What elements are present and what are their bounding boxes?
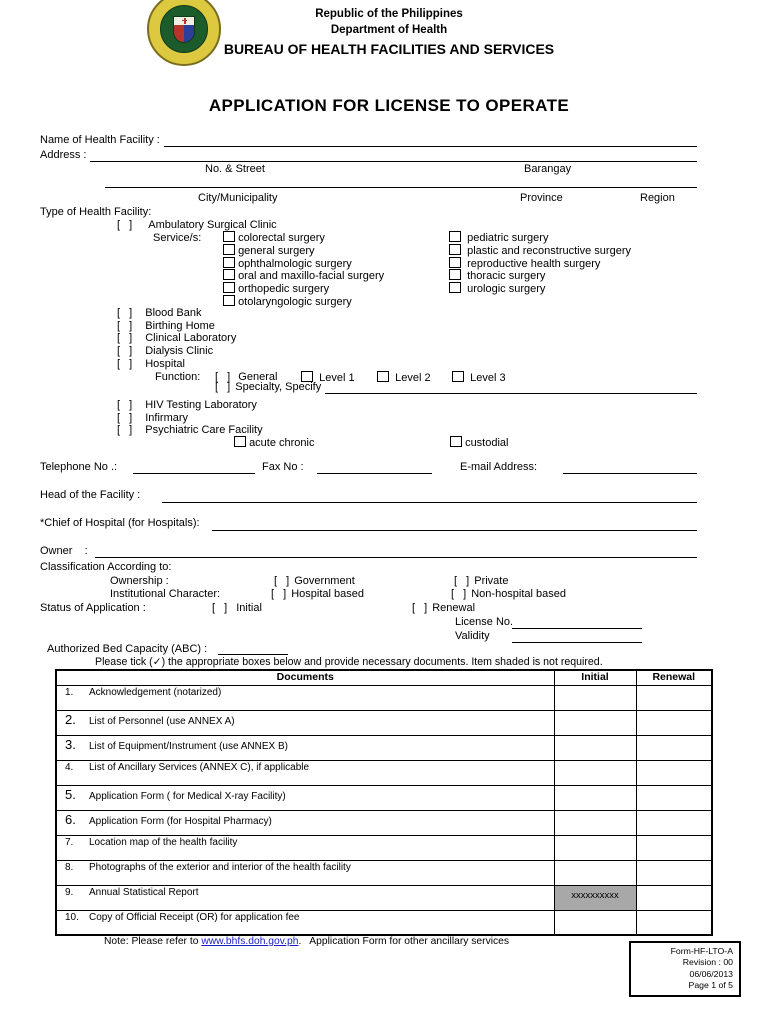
checkbox-plastic-reconstructive-surgery[interactable]: [449, 244, 461, 255]
table-row: [56, 760, 712, 785]
bracket-checkbox-private[interactable]: [ ]: [454, 575, 471, 587]
services-label: Service/s:: [153, 232, 202, 244]
ownership-private-option: [454, 575, 508, 588]
document-name: List of Personnel (use ANNEX A): [89, 715, 235, 727]
service-label: pediatric surgery: [467, 232, 549, 244]
service-item: [223, 231, 325, 245]
level-label: Level 2: [395, 372, 431, 384]
service-label: ophthalmologic surgery: [238, 258, 352, 270]
service-item: [449, 231, 548, 245]
initial-cell[interactable]: [554, 760, 636, 785]
page-title: APPLICATION FOR LICENSE TO OPERATE: [208, 96, 570, 115]
type-label: Psychiatric Care Facility: [145, 424, 263, 436]
checkbox-pediatric-surgery[interactable]: [449, 231, 461, 242]
specialty-input-line[interactable]: [325, 382, 697, 394]
service-label: plastic and reconstructive surgery: [467, 245, 631, 257]
facility-name-input-line[interactable]: [164, 135, 697, 147]
footer-note: [104, 936, 509, 948]
renewal-cell[interactable]: [636, 685, 712, 710]
checkbox-oral-maxillo-facial-surgery[interactable]: [223, 269, 235, 280]
checkbox-urologic-surgery[interactable]: [449, 282, 461, 293]
telephone-label: Telephone No .:: [40, 461, 118, 473]
initial-cell[interactable]: [554, 685, 636, 710]
address-row: [40, 149, 697, 162]
city-sublabel: City/Municipality: [198, 192, 278, 204]
document-name: List of Equipment/Instrument (use ANNEX B): [89, 740, 288, 752]
validity-label: Validity: [455, 630, 490, 642]
ambulatory-label: Ambulatory Surgical Clinic: [148, 219, 277, 231]
header-department: Department of Health: [330, 24, 448, 36]
abc-label: Authorized Bed Capacity (ABC) :: [47, 643, 208, 655]
province-sublabel: Province: [520, 192, 563, 204]
psychiatric-custodial-option: [450, 436, 508, 450]
street-sublabel: No. & Street: [205, 163, 265, 175]
psychiatric-acute-option: [234, 436, 315, 450]
non-hospital-based-label: Non-hospital based: [471, 588, 567, 600]
chief-of-hospital-label: *Chief of Hospital (for Hospitals):: [40, 517, 200, 529]
bracket-checkbox-government[interactable]: [ ]: [274, 575, 291, 587]
table-row: [56, 885, 712, 910]
telephone-input-line[interactable]: [133, 473, 255, 474]
form-page: Page 1 of 5: [688, 979, 733, 990]
document-name: List of Ancillary Services (ANNEX C), if applicable: [89, 761, 310, 773]
specialty-row: [215, 381, 697, 394]
table-row: [56, 685, 712, 710]
service-label: urologic surgery: [467, 283, 546, 295]
ownership-label: Ownership :: [110, 575, 169, 587]
barangay-sublabel: Barangay: [524, 163, 572, 175]
initial-label: Initial: [236, 602, 262, 614]
custodial-label: custodial: [465, 437, 509, 449]
specialty-label: Specialty, Specify: [235, 381, 322, 393]
type-label: Infirmary: [145, 412, 189, 424]
checkbox-thoracic-surgery[interactable]: [449, 269, 461, 280]
checkbox-general-surgery[interactable]: [223, 244, 235, 255]
row-number: 6.: [65, 811, 76, 827]
initial-cell[interactable]: [554, 860, 636, 885]
bracket-checkbox-hiv-testing[interactable]: [ ]: [117, 399, 134, 411]
document-name: Copy of Official Receipt (OR) for application fee: [89, 911, 300, 923]
row-number: 1.: [65, 686, 74, 698]
status-label: Status of Application :: [40, 602, 146, 614]
checkbox-colorectal-surgery[interactable]: [223, 231, 235, 242]
form-date: 06/06/2013: [689, 968, 733, 979]
renewal-label: Renewal: [432, 602, 476, 614]
renewal-cell[interactable]: [636, 810, 712, 835]
bracket-checkbox-hospital-based[interactable]: [ ]: [271, 588, 288, 600]
initial-cell[interactable]: [554, 735, 636, 760]
checkbox-otolaryngologic-surgery[interactable]: [223, 295, 235, 306]
renewal-column-header: Renewal: [636, 670, 712, 685]
bracket-checkbox-birthing-home[interactable]: [ ]: [117, 320, 134, 332]
documents-table: [55, 669, 713, 936]
initial-column-header: Initial: [554, 670, 636, 685]
service-item: [449, 244, 631, 258]
checkbox-reproductive-health-surgery[interactable]: [449, 257, 461, 268]
documents-column-header: Documents: [56, 670, 554, 685]
document-name: Photographs of the exterior and interior of the health facility: [89, 861, 351, 873]
chief-of-hospital-input-line[interactable]: [212, 530, 697, 531]
table-row: [56, 735, 712, 760]
type-row-hospital: [117, 358, 185, 371]
status-renewal-option: [412, 602, 475, 615]
renewal-cell[interactable]: [636, 710, 712, 735]
fax-input-line[interactable]: [317, 473, 432, 474]
license-no-label: License No.: [455, 616, 514, 628]
form-revision: Revision : 00: [682, 957, 733, 968]
bracket-checkbox-ambulatory[interactable]: [ ]: [117, 219, 134, 231]
owner-label: Owner :: [40, 545, 88, 557]
type-row-infirmary: [117, 412, 188, 425]
header-bureau: BUREAU OF HEALTH FACILITIES AND SERVICES: [223, 41, 555, 57]
bracket-checkbox-blood-bank[interactable]: [ ]: [117, 307, 134, 319]
type-label: Dialysis Clinic: [145, 345, 214, 357]
row-number: 9.: [65, 886, 74, 898]
table-row: [56, 810, 712, 835]
initial-cell[interactable]: [554, 810, 636, 835]
general-label: General: [238, 371, 278, 383]
bracket-checkbox-initial[interactable]: [ ]: [212, 602, 229, 614]
checkbox-ophthalmologic-surgery[interactable]: [223, 257, 235, 268]
table-row: [56, 835, 712, 860]
note-suffix: . Application Form for other ancillary services: [298, 936, 510, 947]
classification-label: Classification According to:: [40, 561, 172, 573]
address-label: Address :: [40, 149, 87, 161]
service-item: [223, 282, 329, 296]
type-label: HIV Testing Laboratory: [145, 399, 257, 411]
table-row: [56, 785, 712, 810]
type-row-blood-bank: [117, 307, 202, 320]
email-input-line[interactable]: [563, 473, 697, 474]
note-link[interactable]: www.bhfs.doh.gov.ph: [201, 936, 299, 947]
level-label: Level 3: [470, 372, 506, 384]
private-label: Private: [474, 575, 509, 587]
type-row-clinical-laboratory: [117, 332, 236, 345]
type-row-dialysis-clinic: [117, 345, 213, 358]
acute-chronic-label: acute chronic: [249, 437, 315, 449]
checkbox-orthopedic-surgery[interactable]: [223, 282, 235, 293]
initial-cell[interactable]: [554, 710, 636, 735]
address2-input-line[interactable]: [105, 187, 697, 188]
bracket-checkbox-psychiatric[interactable]: [ ]: [117, 424, 134, 436]
fax-label: Fax No :: [262, 461, 304, 473]
renewal-cell[interactable]: [636, 835, 712, 860]
bracket-checkbox-specialty[interactable]: [ ]: [215, 381, 232, 393]
type-label: Clinical Laboratory: [145, 332, 237, 344]
row-number: 5.: [65, 786, 76, 802]
institutional-label: Institutional Character:: [110, 588, 221, 600]
note-prefix: Note: Please refer to: [104, 936, 202, 947]
renewal-cell[interactable]: [636, 885, 712, 910]
service-item: [449, 282, 545, 296]
checkbox-custodial[interactable]: [450, 436, 462, 447]
form-code: Form-HF-LTO-A: [670, 946, 733, 956]
government-label: Government: [294, 575, 355, 587]
bracket-checkbox-infirmary[interactable]: [ ]: [117, 412, 134, 424]
renewal-cell[interactable]: [636, 760, 712, 785]
document-name: Location map of the health facility: [89, 836, 238, 848]
row-number: 4.: [65, 761, 74, 773]
type-section-label: Type of Health Facility:: [40, 206, 152, 218]
service-label: otolaryngologic surgery: [238, 296, 352, 308]
row-number: 7.: [65, 836, 74, 848]
bracket-checkbox-general[interactable]: [ ]: [215, 371, 232, 383]
bracket-checkbox-dialysis-clinic[interactable]: [ ]: [117, 345, 134, 357]
table-header-row: [56, 670, 712, 685]
renewal-cell[interactable]: [636, 860, 712, 885]
checkbox-acute-chronic[interactable]: [234, 436, 246, 447]
service-label: oral and maxillo-facial surgery: [238, 270, 385, 282]
form-code-box: [629, 941, 741, 997]
table-row: [56, 910, 712, 935]
validity-input-line[interactable]: [512, 642, 642, 643]
ownership-government-option: [274, 575, 355, 588]
service-label: colorectal surgery: [238, 232, 325, 244]
email-label: E-mail Address:: [460, 461, 538, 473]
document-name: Annual Statistical Report: [89, 886, 199, 898]
initial-cell[interactable]: [554, 910, 636, 935]
bracket-checkbox-non-hospital-based[interactable]: [ ]: [451, 588, 468, 600]
initial-cell-shaded: xxxxxxxxxx: [554, 885, 636, 910]
service-item: [223, 269, 384, 283]
service-label: orthopedic surgery: [238, 283, 330, 295]
bracket-checkbox-hospital[interactable]: [ ]: [117, 358, 134, 370]
header-country: Republic of the Philippines: [315, 8, 463, 20]
bracket-checkbox-renewal[interactable]: [ ]: [412, 602, 429, 614]
head-of-facility-input-line[interactable]: [162, 502, 697, 503]
hospital-based-label: Hospital based: [291, 588, 365, 600]
initial-cell[interactable]: [554, 835, 636, 860]
type-label: Blood Bank: [145, 307, 202, 319]
bracket-checkbox-clinical-laboratory[interactable]: [ ]: [117, 332, 134, 344]
document-name: Application Form ( for Medical X-ray Facility): [89, 790, 286, 802]
type-row-psychiatric: [117, 424, 263, 437]
type-label: Hospital: [145, 358, 185, 370]
row-number: 8.: [65, 861, 74, 873]
row-number: 10.: [65, 911, 79, 923]
non-hospital-based-option: [451, 588, 566, 601]
hospital-based-option: [271, 588, 364, 601]
service-label: thoracic surgery: [467, 270, 546, 282]
owner-input-line[interactable]: [95, 557, 697, 558]
type-row-ambulatory: [117, 219, 277, 232]
address-input-line[interactable]: [90, 150, 697, 162]
type-label: Birthing Home: [145, 320, 215, 332]
type-row-birthing-home: [117, 320, 215, 333]
type-row-hiv-testing: [117, 399, 257, 412]
abc-input-line[interactable]: [218, 654, 288, 655]
level-label: Level 1: [319, 372, 355, 384]
facility-name-row: [40, 134, 697, 147]
row-number: 2.: [65, 711, 76, 727]
service-item: [223, 295, 352, 309]
service-item: [223, 244, 315, 258]
status-initial-option: [212, 602, 262, 615]
renewal-cell[interactable]: [636, 735, 712, 760]
document-name: Application Form (for Hospital Pharmacy): [89, 815, 272, 827]
document-name: Acknowledgement (notarized): [89, 686, 222, 698]
table-row: [56, 710, 712, 735]
renewal-cell[interactable]: [636, 910, 712, 935]
license-no-input-line[interactable]: [512, 628, 642, 629]
head-of-facility-label: Head of the Facility :: [40, 489, 141, 501]
function-label: Function:: [155, 371, 201, 383]
renewal-cell[interactable]: [636, 785, 712, 810]
service-label: reproductive health surgery: [467, 258, 601, 270]
service-label: general surgery: [238, 245, 315, 257]
region-sublabel: Region: [640, 192, 675, 204]
initial-cell[interactable]: [554, 785, 636, 810]
tick-instruction: Please tick (✓) the appropriate boxes below and provide necessary documents. Item shaded is not required.: [95, 656, 603, 668]
row-number: 3.: [65, 736, 76, 752]
table-row: [56, 860, 712, 885]
facility-name-label: Name of Health Facility :: [40, 134, 160, 146]
service-item: [449, 269, 545, 283]
